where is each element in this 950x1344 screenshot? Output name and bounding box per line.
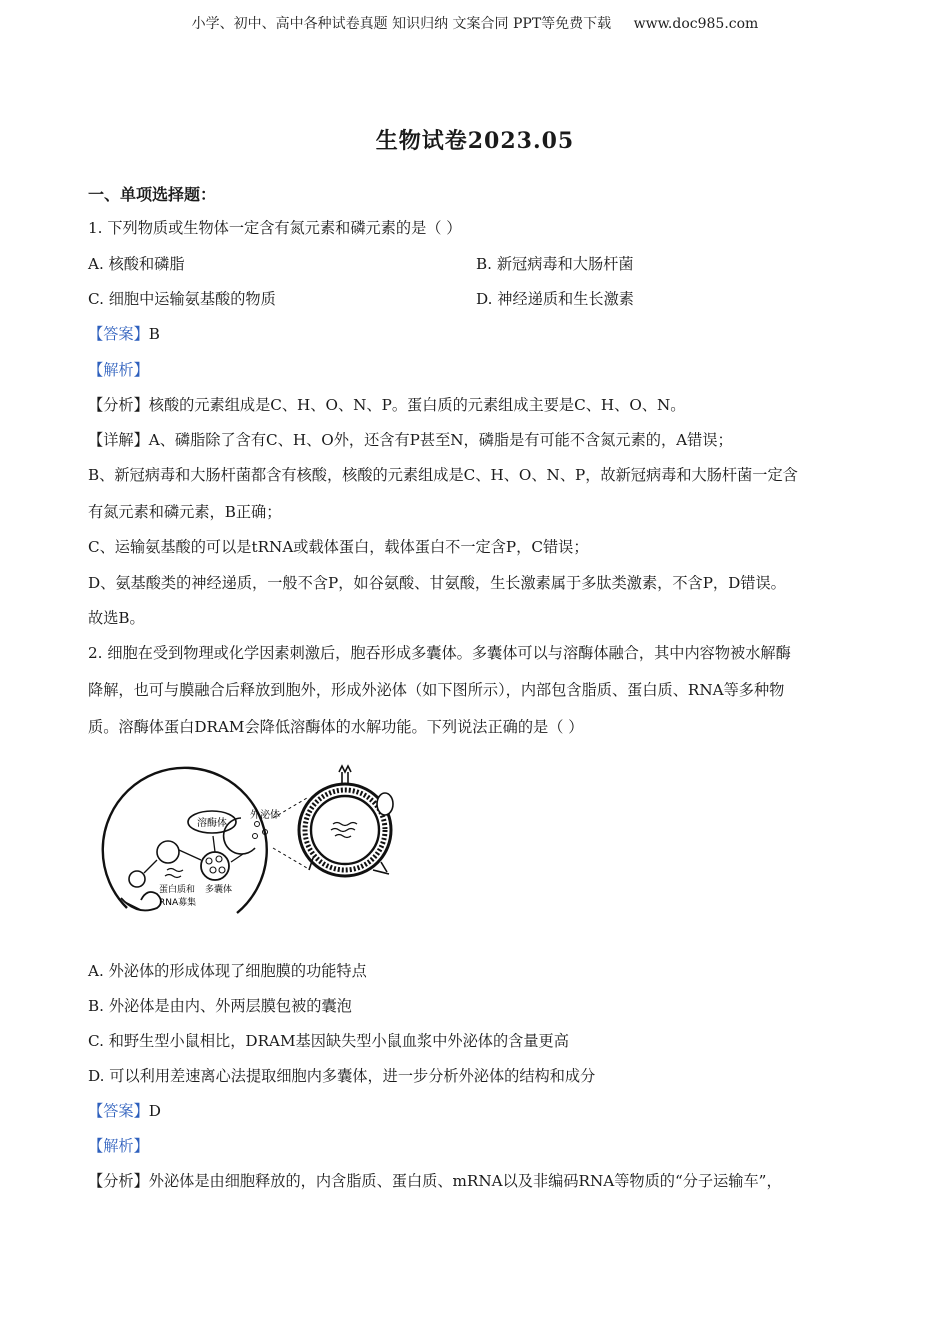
exosome-inner-ring — [311, 796, 379, 864]
section-title: 一、单项选择题： — [88, 185, 217, 204]
q2-option-c: C. 和野生型小鼠相比，DRAM基因缺失型小鼠血浆中外泌体的含量更高 — [88, 1032, 569, 1050]
q1-option-a: A. 核酸和磷脂 — [88, 255, 185, 273]
arrow-4 — [231, 854, 243, 862]
analysis-tag: 【解析】 — [88, 1137, 149, 1155]
q1-detail-line-6: 故选B。 — [88, 609, 145, 627]
q1-stem: 1. 下列物质或生物体一定含有氮元素和磷元素的是（ ） — [88, 219, 462, 237]
q2-stem-line-2: 降解，也可与膜融合后释放到胞外，形成外泌体（如下图所示），内部包含脂质、蛋白质、RNA等多种物 — [88, 681, 785, 699]
analysis-tag: 【解析】 — [88, 361, 149, 379]
endocytosis-arrow — [125, 902, 141, 910]
q2-stem-line-3: 质。溶酶体蛋白DRAM会降低溶酶体的水解功能。下列说法正确的是（ ） — [88, 718, 584, 736]
page-title: 生物试卷2023.05 — [375, 128, 575, 154]
q1-detail-line-1 — [88, 429, 733, 450]
q1-answer — [88, 323, 160, 344]
answer-tag: 【答案】 — [88, 325, 149, 343]
released-exosome — [253, 834, 258, 839]
q1-option-c: C. 细胞中运输氨基酸的物质 — [88, 290, 276, 308]
recruit-label-2: RNA募集 — [159, 898, 197, 908]
q1-detail-line-3: 有氮元素和磷元素，B正确； — [88, 503, 282, 521]
q1-fenxi-text: 核酸的元素组成是C、H、O、N、P。蛋白质的元素组成主要是C、H、O、N。 — [148, 396, 686, 414]
q2-answer-value: D — [148, 1102, 161, 1120]
rna-squiggle — [165, 869, 183, 878]
arrow-3 — [213, 836, 215, 852]
q1-detail-text-1: A、磷脂除了含有C、H、O外，还含有P甚至N，磷脂是有可能不含氮元素的，A错误； — [148, 431, 733, 449]
xiangjie-tag: 【详解】 — [88, 431, 149, 449]
page-header — [0, 13, 950, 33]
exosome-figure — [95, 758, 415, 928]
q2-option-b: B. 外泌体是由内、外两层膜包被的囊泡 — [88, 997, 352, 1015]
mvb-label: 多囊体 — [205, 885, 233, 895]
q2-analysis-tag — [88, 1135, 149, 1156]
endosome — [157, 841, 179, 863]
early-vesicle — [129, 871, 145, 887]
q2-answer — [88, 1100, 161, 1121]
q1-option-d: D. 神经递质和生长激素 — [476, 290, 634, 308]
surface-protein — [377, 793, 393, 815]
q2-option-a: A. 外泌体的形成体现了细胞膜的功能特点 — [88, 962, 367, 980]
q1-analysis-tag — [88, 359, 149, 380]
q1-detail-line-5: D、氨基酸类的神经递质，一般不含P，如谷氨酸、甘氨酸，生长激素属于多肽类激素，不含P，D错误。 — [88, 574, 786, 592]
q1-fenxi — [88, 394, 685, 415]
q1-detail-line-4: C、运输氨基酸的可以是tRNA或载体蛋白，载体蛋白不一定含P，C错误； — [88, 538, 589, 556]
mvb — [201, 852, 229, 880]
fenxi-tag: 【分析】 — [88, 1172, 149, 1190]
q2-option-d: D. 可以利用差速离心法提取细胞内多囊体，进一步分析外泌体的结构和成分 — [88, 1067, 596, 1085]
fusion-pocket — [224, 818, 255, 854]
released-exosome — [255, 822, 260, 827]
q2-fenxi — [88, 1170, 782, 1191]
fenxi-tag: 【分析】 — [88, 396, 149, 414]
q1-answer-value: B — [148, 325, 160, 343]
surface-receptor — [339, 766, 351, 784]
arrow-2 — [179, 850, 201, 860]
q1-option-b: B. 新冠病毒和大肠杆菌 — [476, 255, 634, 273]
q1-detail-line-2: B、新冠病毒和大肠杆菌都含有核酸，核酸的元素组成是C、H、O、N、P，故新冠病毒和大肠杆菌一定含 — [88, 466, 798, 484]
q2-stem-line-1: 2. 细胞在受到物理或化学因素刺激后，胞吞形成多囊体。多囊体可以与溶酶体融合，其中内容物被水解酶 — [88, 644, 791, 662]
lysosome-label: 溶酶体 — [197, 818, 227, 829]
recruit-label-1: 蛋白质和 — [159, 885, 196, 895]
exosome-label: 外泌体 — [250, 810, 280, 821]
zoom-lines — [273, 798, 307, 868]
header-url[interactable]: www.doc985.com — [633, 16, 759, 32]
answer-tag: 【答案】 — [88, 1102, 149, 1120]
header-text: 小学、初中、高中各种试卷真题 知识归纳 文案合同 PPT等免费下载 — [191, 16, 612, 32]
q2-fenxi-text: 外泌体是由细胞释放的，内含脂质、蛋白质、mRNA以及非编码RNA等物质的“分子运输车”， — [148, 1172, 782, 1190]
arrow-1 — [144, 860, 157, 873]
